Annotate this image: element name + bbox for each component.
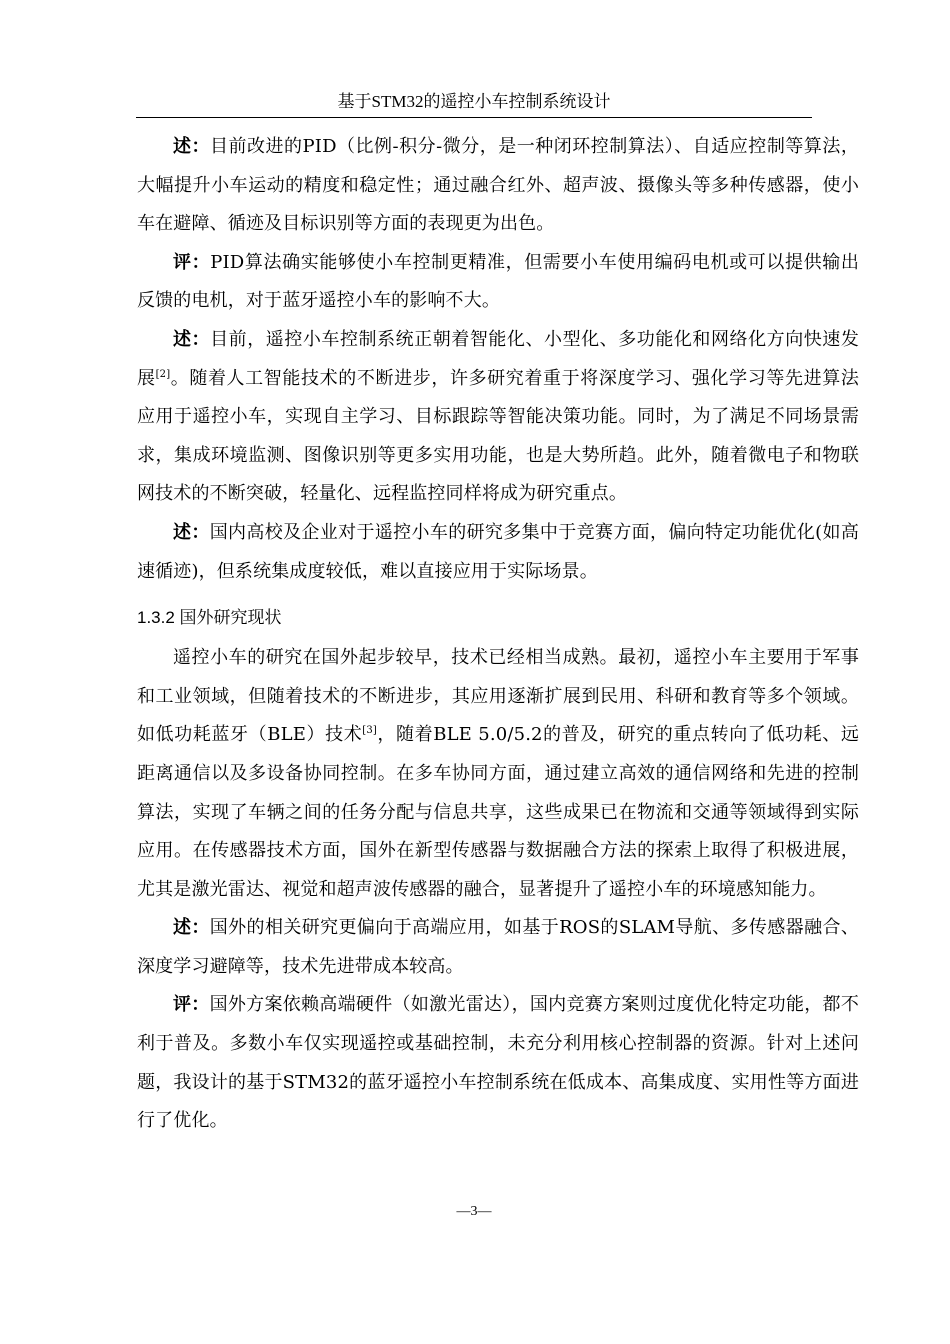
paragraph-describe-trends [137,321,859,514]
paragraph-describe-domestic [137,514,859,591]
paragraph-lead-label: 评： [173,251,211,273]
paragraph-text: 国外的相关研究更偏向于高端应用，如基于ROS的SLAM导航、多传感器融合、深度学习避障等，技术先进带成本较高。 [137,917,859,977]
paragraph-describe-foreign [137,909,859,986]
paragraph-text: ，随着BLE 5.0/5.2的普及，研究的重点转向了低功耗、远距离通信以及多设备协同控制。在多车协同方面，通过建立高效的通信网络和先进的控制算法，实现了车辆之间的任务分配与信息共享，这些成果已在物流和交通等领域得到实际应用。在传感器技术方面，国外在新型传感器与数据融合方法的探索上取得了积极进展，尤其是激光雷达、视觉和超声波传感器的融合，显著提升了遥控小车的环境感知能力。 [137,724,859,900]
paragraph-lead-label: 述： [173,521,210,543]
paragraph-text: PID算法确实能够使小车控制更精准，但需要小车使用编码电机或可以提供输出反馈的电机，对于蓝牙遥控小车的影响不大。 [137,251,859,312]
paragraph-lead-label: 述： [173,136,211,157]
header-divider [136,117,812,118]
paragraph-text: 目前，遥控小车控制系统正朝着智能化、小型化、多功能化和网络化方向快速发展 [137,328,859,389]
section-heading: 1.3.2 国外研究现状 [137,608,282,628]
paragraph-comment-summary [137,986,859,1140]
paragraph-text: 。随着人工智能技术的不断进步，许多研究着重于将深度学习、强化学习等先进算法应用于遥控小车，实现自主学习、目标跟踪等智能决策功能。同时，为了满足不同场景需求，集成环境监测、图像识别等更多实用功能，也是大势所趋。此外，随着微电子和物联网技术的不断突破，轻量化、远程监控同样将成为研究重点。 [137,367,860,505]
page-number: —3— [456,1204,492,1219]
citation-marker: [3] [362,725,377,737]
paragraph-lead-label: 评： [173,994,210,1016]
paragraph-text: 目前改进的PID（比例-积分-微分，是一种闭环控制算法）、自适应控制等算法，大幅提升小车运动的精度和稳定性；通过融合红外、超声波、摄像头等多种传感器，使小车在避障、循迹及目标识别等方面的表现更为出色。 [137,136,859,235]
document-body [137,128,859,1141]
paragraph-lead-label: 述： [173,917,210,939]
paragraph-text: 国内高校及企业对于遥控小车的研究多集中于竞赛方面，偏向特定功能优化(如高速循迹)，但系统集成度较低，难以直接应用于实际场景。 [137,521,859,582]
paragraph-lead-label: 述： [173,328,211,350]
citation-marker: [2] [155,368,171,380]
paragraph-describe-pid [137,128,859,244]
paragraph-foreign-research [137,639,859,909]
page-header-title: 基于STM32的遥控小车控制系统设计 [337,92,611,111]
paragraph-text: 遥控小车的研究在国外起步较早，技术已经相当成熟。最初，遥控小车主要用于军事和工业领域，但随着技术的不断进步，其应用逐渐扩展到民用、科研和教育等多个领域。如低功耗蓝牙（BLE）技术 [137,647,859,746]
paragraph-text: 国外方案依赖高端硬件（如激光雷达），国内竞赛方案则过度优化特定功能，都不利于普及。多数小车仅实现遥控或基础控制，未充分利用核心控制器的资源。针对上述问题，我设计的基于STM32的蓝牙遥控小车控制系统在低成本、高集成度、实用性等方面进行了优化。 [137,994,859,1132]
paragraph-comment-pid [137,244,859,321]
